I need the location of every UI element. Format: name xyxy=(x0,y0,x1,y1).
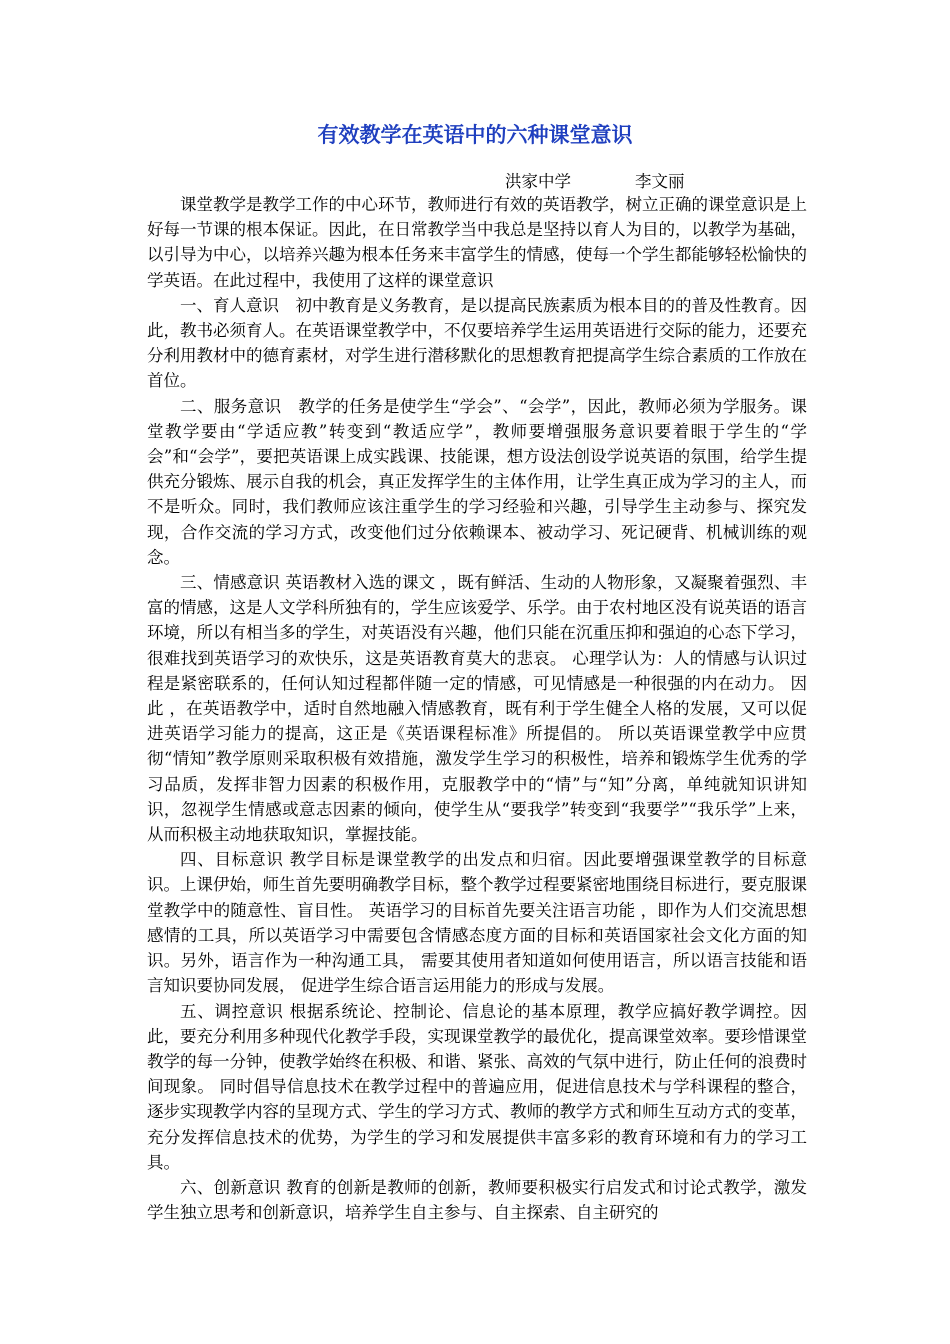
document-title: 有效教学在英语中的六种课堂意识 xyxy=(317,123,633,147)
document-body xyxy=(147,192,807,1225)
author-name: 李文丽 xyxy=(635,172,685,191)
school-name: 洪家中学 xyxy=(505,172,571,191)
intro-paragraph: 课堂教学是教学工作的中心环节，教师进行有效的英语教学，树立正确的课堂意识是上好每一节课的根本保证。因此，在日常教学当中我总是坚持以育人为目的，以教学为基础，以引导为中心，以培养兴趣为根本任务来丰富学生的情感，使每一个学生都能够轻松愉快的学英语。在此过程中，我使用了这样的课堂意识 xyxy=(147,195,807,290)
section-innovation-awareness: 六、创新意识 教育的创新是教师的创新，教师要积极实行启发式和讨论式教学，激发学生独立思考和创新意识，培养学生自主参与、自主探索、自主研究的 xyxy=(147,1177,807,1223)
section-goal-awareness: 四、目标意识 教学目标是课堂教学的出发点和归宿。因此要增强课堂教学的目标意识。上课伊始，师生首先要明确教学目标，整个教学过程要紧密地围绕目标进行，要克服课堂教学中的随意性、盲目性。 英语学习的目标首先要关注语言功能 ，即作为人们交流思想感情的工具，所以英语学习中需要包含情感态度方面的目标和英语国家社会文化方面的知识。另外，语言作为一种沟通工具， 需要其使用者知道如何使用语言，所以语言技能和语言知识要协同发展， 促进学生综合语言运用能力的形成与发展。 xyxy=(147,850,807,996)
section-education-awareness: 一、育人意识 初中教育是义务教育，是以提高民族素质为根本目的的普及性教育。因此，教书必须育人。在英语课堂教学中，不仅要培养学生运用英语进行交际的能力，还要充分利用教材中的德育素材，对学生进行潜移默化的思想教育把提高学生综合素质的工作放在首位。 xyxy=(147,295,807,391)
byline xyxy=(505,170,685,194)
section-emotion-awareness: 三、情感意识 英语教材入选的课文 ，既有鲜活、生动的人物形象，又凝聚着强烈、丰富的情感，这是人文学科所独有的，学生应该爱学、乐学。由于农村地区没有说英语的语言环境，所以有相当多的学生，对英语没有兴趣，他们只能在沉重压抑和强迫的心态下学习，很难找到英语学习的欢快乐，这是英语教育莫大的悲哀。 心理学认为：人的情感与认识过程是紧密联系的，任何认知过程都伴随一定的情感，可见情感是一种很强的内在动力。 因此 ，在英语教学中，适时自然地融入情感教育，既有利于学生健全人格的发展，又可以促进英语学习能力的提高，这正是《英语课程标准》所提倡的。 所以英语课堂教学中应贯彻“情知”教学原则采取积极有效措施，激发学生学习的积极性，培养和锻炼学生优秀的学习品质，发挥非智力因素的积极作用，克服教学中的“情”与“知”分离，单纯就知识讲知识，忽视学生情感或意志因素的倾向，使学生从“要我学”转变到“我要学”“我乐学”上来，从而积极主动地获取知识，掌握技能。 xyxy=(147,573,807,845)
section-service-awareness: 二、服务意识 教学的任务是使学生“学会”、“会学”，因此，教师必须为学服务。课堂教学要由“学适应教”转变到“教适应学”，教师要增强服务意识要着眼于学生的“学会”和“会学”，要把英语课上成实践课、技能课，想方设法创设学说英语的氛围，给学生提供充分锻炼、展示自我的机会，真正发挥学生的主体作用，让学生真正成为学习的主人，而不是听众。同时，我们教师应该注重学生的学习经验和兴趣，引导学生主动参与、探究发现，合作交流的学习方式，改变他们过分依赖课本、被动学习、死记硬背、机械训练的观念。 xyxy=(147,396,807,567)
section-control-awareness: 五、调控意识 根据系统论、控制论、信息论的基本原理，教学应搞好教学调控。因此，要充分利用多种现代化教学手段，实现课堂教学的最优化，提高课堂效率。要珍惜课堂教学的每一分钟，使教学始终在积极、和谐、紧张、高效的气氛中进行，防止任何的浪费时间现象。 同时倡导信息技术在教学过程中的普遍应用，促进信息技术与学科课程的整合，逐步实现教学内容的呈现方式、学生的学习方式、教师的教学方式和师生互动方式的变革，充分发挥信息技术的优势，为学生的学习和发展提供丰富多彩的教育环境和有力的学习工具。 xyxy=(147,1001,807,1172)
